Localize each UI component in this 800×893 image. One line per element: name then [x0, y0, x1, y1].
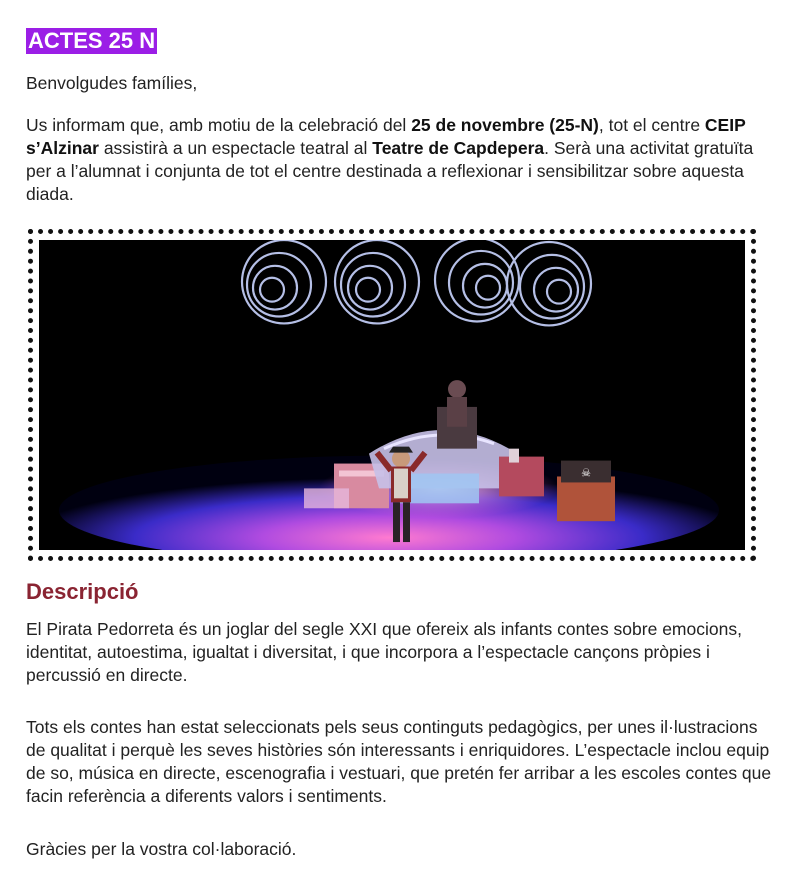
intro-theatre: Teatre de Capdepera	[372, 138, 545, 158]
photo-frame	[28, 229, 756, 561]
intro-school: CEIP s’Alzinar	[26, 115, 746, 158]
description-paragraph-1: El Pirata Pedorreta és un joglar del segle XXI que ofereix als infants contes sobre emocions, identitat, autoestima, igualtat i diversitat, i que incorpora a l’espectacle cançons pròpies i percussió en directe.	[26, 619, 742, 685]
intro-text-2: , tot el centre	[598, 115, 705, 135]
intro-text-4: . Serà una activitat gratuïta per a l’alumnat i conjunta de tot el centre destinada a reflexionar i sensibilitzar sobre aquesta diada.	[26, 138, 754, 204]
svg-text:☠: ☠	[581, 466, 591, 480]
thanks-text: Gràcies per la vostra col·laboració.	[26, 839, 297, 859]
page-title: ACTES 25 N	[28, 28, 156, 53]
section-heading: Descripció	[26, 579, 139, 604]
intro-text-3: assistirà a un espectacle teatral al	[98, 138, 373, 158]
description-paragraph-2: Tots els contes han estat seleccionats pels seus continguts pedagògics, per unes il·lustracions de qualitat i perquè les seves històries són interessants i enriquidores. L’espectacle inclou equip de so, música en directe, escenografia i vestuari, que pretén fer arribar a les escoles contes que facin referència a diferents valors i sentiments.	[26, 717, 772, 806]
greeting: Benvolgudes famílies,	[26, 73, 198, 93]
intro-paragraph	[26, 114, 776, 206]
theatre-stage-photo	[39, 240, 745, 550]
stage-illustration	[39, 240, 745, 550]
intro-text-1: Us informam que, amb motiu de la celebració del	[26, 115, 412, 135]
intro-date: 25 de novembre (25-N)	[411, 115, 599, 135]
